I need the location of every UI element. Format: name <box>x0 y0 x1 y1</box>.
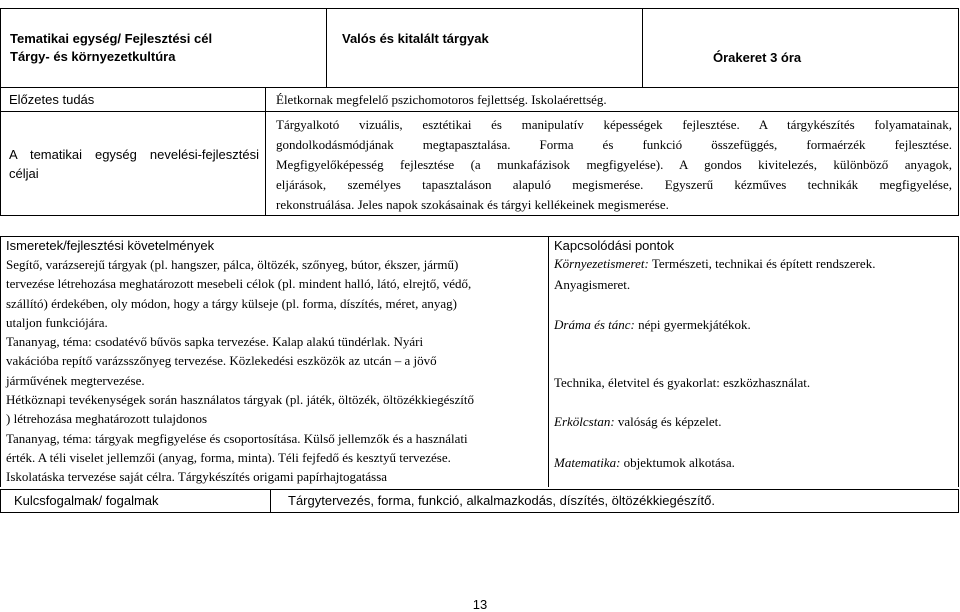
requirement-line: Segítő, varázserejű tárgyak (pl. hangszer, pálca, öltözék, szőnyeg, bútor, ékszer, jármű) <box>6 257 459 272</box>
requirements-header: Ismeretek/fejlesztési követelmények <box>6 238 215 253</box>
goals-label-line2: céljai <box>9 165 39 181</box>
requirements-right-cell <box>549 237 959 487</box>
goals-table <box>0 87 959 216</box>
requirement-line: Iskolatáska tervezése saját célra. Tárgykészítés origami papírhajtogatássa <box>6 469 388 485</box>
link-subject: Dráma és tánc: <box>554 317 635 332</box>
goals-line: Tárgyalkotó vizuális, esztétikai és manipulatív képességek fejlesztése. A tárgykészítés folyamatainak, <box>276 117 952 132</box>
keywords-label-cell <box>1 490 271 513</box>
link-line: Technika, életvitel és gyakorlat: eszközhasználat. <box>554 375 811 390</box>
requirement-line: utaljon funkciójára. <box>6 314 108 330</box>
requirement-line: járművének megtervezése. <box>6 372 145 388</box>
goals-line: rekonstruálása. Jeles napok szokásainak és tárgyi kellékeinek megismerése. <box>276 197 669 212</box>
goals-line: Megfigyelőképesség fejlesztése (a munkafázisok megfigyelése). A gondos kivitelezés, különböző anyagok, <box>276 157 952 172</box>
link-line: Dráma és tánc: népi gyermekjátékok. <box>554 317 751 332</box>
requirements-table <box>0 236 959 487</box>
keywords-text: Tárgytervezés, forma, funkció, alkalmazkodás, díszítés, öltözékkiegészítő. <box>288 493 716 508</box>
requirement-line: Tananyag, téma: tárgyak megfigyelése és csoportosítása. Külső jellemzők és a használati <box>6 430 468 446</box>
link-subject: Matematika: <box>554 455 621 470</box>
goals-label-line1: A tematikai egység nevelési-fejlesztési <box>9 146 259 162</box>
header-topic-title: Tematikai egység/ Fejlesztési cél <box>10 31 213 46</box>
prior-label: Előzetes tudás <box>9 91 95 107</box>
header-subject: Tárgy- és környezetkultúra <box>10 49 176 64</box>
header-unit-cell <box>327 9 643 88</box>
prior-text: Életkornak megfelelő pszichomotoros fejlettség. Iskolaérettség. <box>276 91 607 107</box>
requirement-line: ) létrehozása meghatározott tulajdonos <box>6 411 208 427</box>
header-table <box>0 8 959 88</box>
link-line: Anyagismeret. <box>554 277 631 292</box>
goals-line: eljárások, személyes tapasztaláson alapuló megismerése. Egyszerű kézműves technikák megfigyelése, <box>276 177 952 192</box>
requirement-line: szállító) érdekében, oly módon, hogy a tárgy külseje (pl. forma, díszítés, méret, anyag) <box>6 295 458 311</box>
link-subject: Környezetismeret: <box>554 256 649 271</box>
header-unit-title: Valós és kitalált tárgyak <box>342 31 489 46</box>
page-number: 13 <box>472 597 488 612</box>
header-topic-cell <box>1 9 327 88</box>
keywords-text-cell <box>271 490 959 513</box>
requirement-line: tervezése létrehozása meghatározott mesebeli célok (pl. mindent halló, látó, elrejtő, védő, <box>6 276 472 292</box>
requirement-line: vakációba repítő varázsszőnyeg tervezése. Közlekedési eszközök az utcán – a jövő <box>6 353 437 369</box>
keywords-table <box>0 489 959 513</box>
header-hours-cell <box>643 9 959 88</box>
requirements-body <box>6 255 548 487</box>
keywords-label: Kulcsfogalmak/ fogalmak <box>14 493 159 508</box>
requirement-line: Tananyag, téma: csodatévő bűvös sapka tervezése. Kalap alakú tündérlak. Nyári <box>6 334 424 350</box>
links-header: Kapcsolódási pontok <box>554 238 674 253</box>
requirement-line: érték. A téli viselet jellemzői (anyag, forma, minta). Téli fejfedő és kesztyű tervezése. <box>6 449 451 465</box>
prior-text-cell <box>266 88 959 112</box>
requirements-left-cell <box>1 237 549 487</box>
link-line: Környezetismeret: Természeti, technikai és épített rendszerek. <box>554 256 876 271</box>
link-subject: Erkölcstan: <box>554 414 615 429</box>
prior-label-cell <box>1 88 266 112</box>
goals-label-cell <box>1 112 266 216</box>
link-line: Erkölcstan: valóság és képzelet. <box>554 414 722 429</box>
link-line: Matematika: objektumok alkotása. <box>554 455 735 470</box>
header-hours: Órakeret 3 óra <box>713 49 802 65</box>
goals-line: gondolkodásmódjának megtapasztalása. Forma és funkció összefüggés, formaérzék fejlesztése. <box>276 137 952 152</box>
requirement-line: Hétköznapi tevékenységek során használatos tárgyak (pl. játék, öltözék, öltözékkiegészítő <box>6 392 474 408</box>
goals-text-cell <box>266 112 959 216</box>
